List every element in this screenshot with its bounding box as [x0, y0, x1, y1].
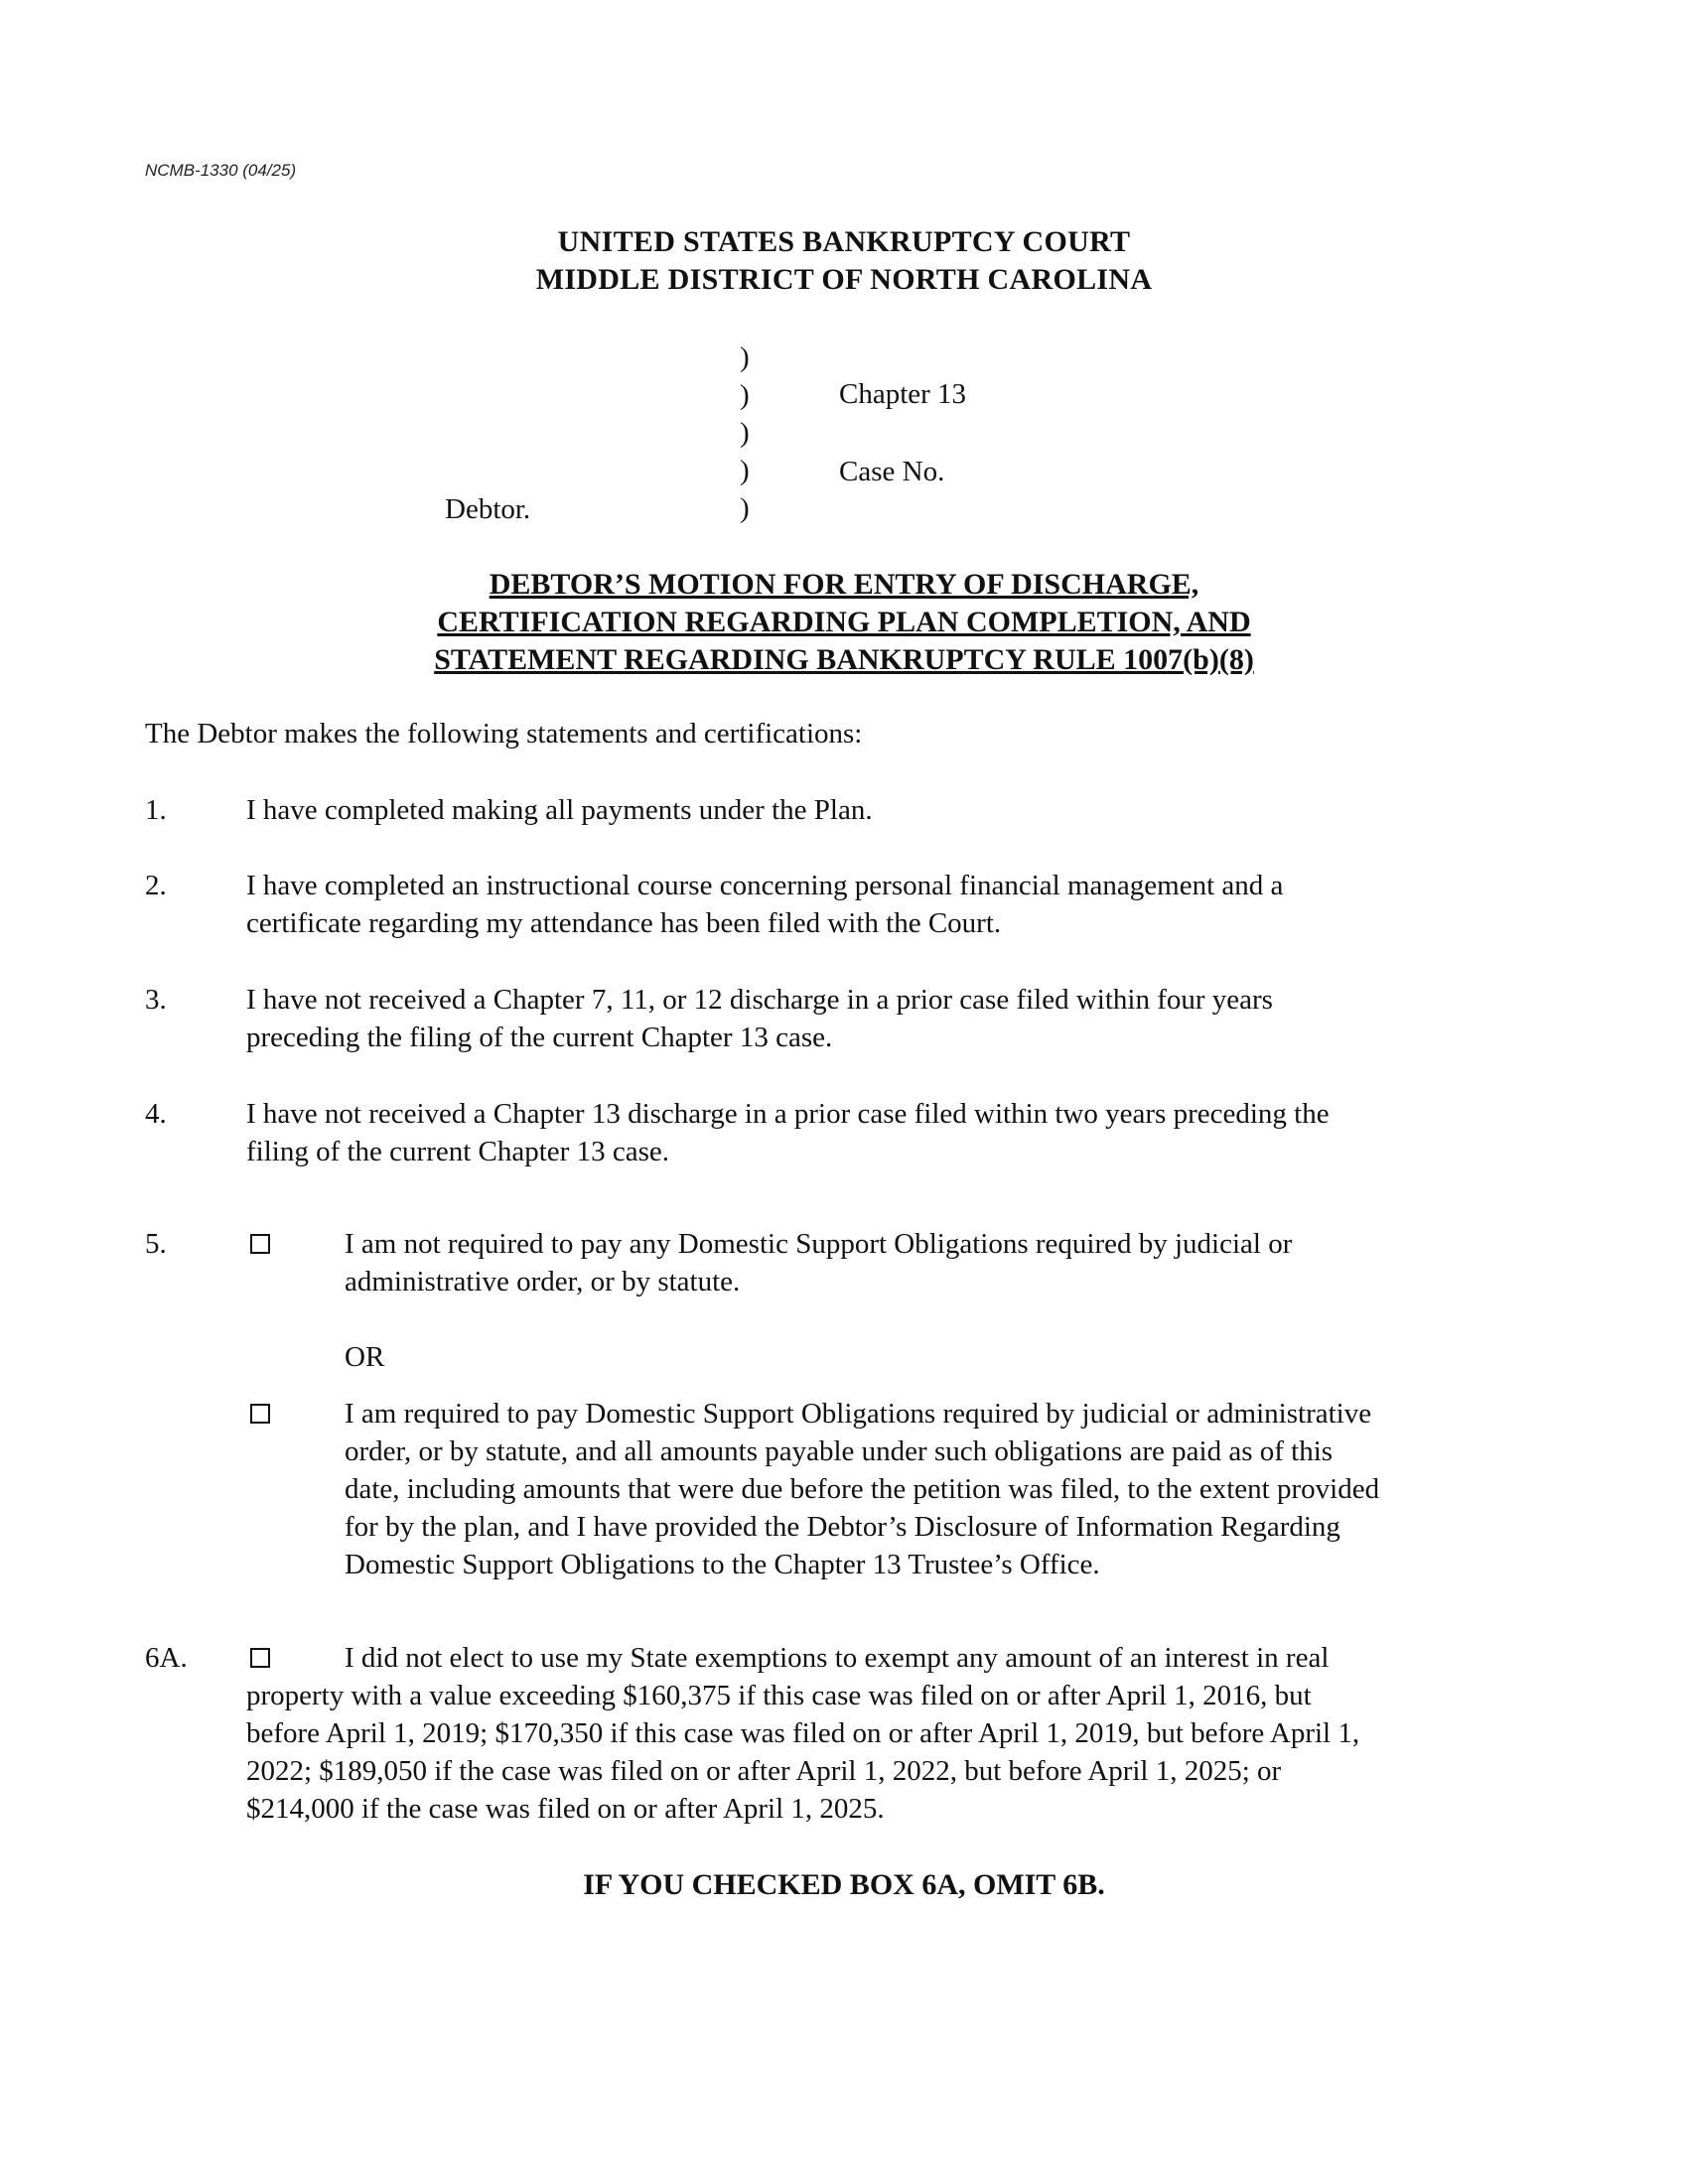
dso-not-required-checkbox[interactable] — [250, 1234, 270, 1254]
text-line: order, or by statute, and all amounts payable under such obligations are paid as of this — [345, 1435, 1334, 1467]
chapter-label: Chapter 13 — [839, 378, 967, 410]
caption-paren: ) — [740, 455, 750, 486]
text-line: I have completed an instructional course concerning personal financial management and a — [246, 870, 1284, 901]
or-separator: OR — [345, 1341, 385, 1373]
text-line: filing of the current Chapter 13 case. — [246, 1136, 669, 1167]
text-line: for by the plan, and I have provided the Debtor’s Disclosure of Information Regarding — [345, 1511, 1340, 1543]
text-line: I did not elect to use my State exemptions to exempt any amount of an interest in real — [345, 1642, 1330, 1674]
text-line: before April 1, 2019; $170,350 if this case was filed on or after April 1, 2019, but before April 1, — [246, 1717, 1360, 1749]
caption-paren: ) — [740, 341, 750, 373]
title-line: CERTIFICATION REGARDING PLAN COMPLETION, AND — [437, 606, 1251, 638]
item-text — [246, 981, 1557, 1056]
text-line: 2022; $189,050 if the case was filed on or after April 1, 2022, but before April 1, 2025; or — [246, 1755, 1282, 1787]
item-text: I have completed making all payments under the Plan. — [246, 794, 873, 826]
item-text — [246, 867, 1557, 942]
item-number: 3. — [145, 984, 167, 1016]
caption-paren: ) — [740, 379, 750, 411]
text-line: I have not received a Chapter 7, 11, or 12 discharge in a prior case filed within four years — [246, 984, 1273, 1016]
title-line: DEBTOR’S MOTION FOR ENTRY OF DISCHARGE, — [489, 568, 1199, 601]
item-number: 1. — [145, 794, 167, 826]
text-line: date, including amounts that were due before the petition was filed, to the extent provided — [345, 1473, 1380, 1505]
caption-paren: ) — [740, 492, 750, 524]
text-line: certificate regarding my attendance has been filed with the Court. — [246, 907, 1002, 939]
dso-required-checkbox[interactable] — [250, 1404, 270, 1424]
text-line: Domestic Support Obligations to the Chapter 13 Trustee’s Office. — [345, 1549, 1100, 1580]
item-text — [246, 1095, 1557, 1170]
text-line: I have not received a Chapter 13 discharge in a prior case filed within two years preceding the — [246, 1098, 1330, 1130]
text-line: preceding the filing of the current Chapter 13 case. — [246, 1022, 833, 1053]
item-number: 2. — [145, 870, 167, 901]
debtor-label: Debtor. — [445, 493, 531, 525]
court-district: MIDDLE DISTRICT OF NORTH CAROLINA — [535, 263, 1153, 296]
title-line: STATEMENT REGARDING BANKRUPTCY RULE 1007(b)(8) — [434, 643, 1254, 676]
caption-paren: ) — [740, 417, 750, 449]
omit-6b-notice: IF YOU CHECKED BOX 6A, OMIT 6B. — [583, 1868, 1105, 1901]
item-number: 6A. — [145, 1642, 188, 1674]
item-text — [246, 1677, 1557, 1828]
item-text — [345, 1395, 1566, 1583]
item-text — [345, 1225, 1566, 1300]
intro-text: The Debtor makes the following statements and certifications: — [145, 718, 863, 750]
text-line: property with a value exceeding $160,375 if this case was filed on or after April 1, 2016, but — [246, 1680, 1312, 1711]
document-title — [0, 566, 1688, 679]
text-line: $214,000 if the case was filed on or after April 1, 2025. — [246, 1793, 885, 1825]
form-id: NCMB-1330 (04/25) — [145, 161, 297, 180]
state-exemption-checkbox[interactable] — [250, 1648, 270, 1668]
case-number-label: Case No. — [839, 456, 945, 487]
text-line: I am not required to pay any Domestic Support Obligations required by judicial or — [345, 1228, 1293, 1260]
court-name: UNITED STATES BANKRUPTCY COURT — [557, 225, 1131, 258]
item-number: 4. — [145, 1098, 167, 1130]
item-number: 5. — [145, 1228, 167, 1260]
text-line: administrative order, or by statute. — [345, 1266, 741, 1297]
text-line: I am required to pay Domestic Support Obligations required by judicial or administrative — [345, 1398, 1372, 1430]
